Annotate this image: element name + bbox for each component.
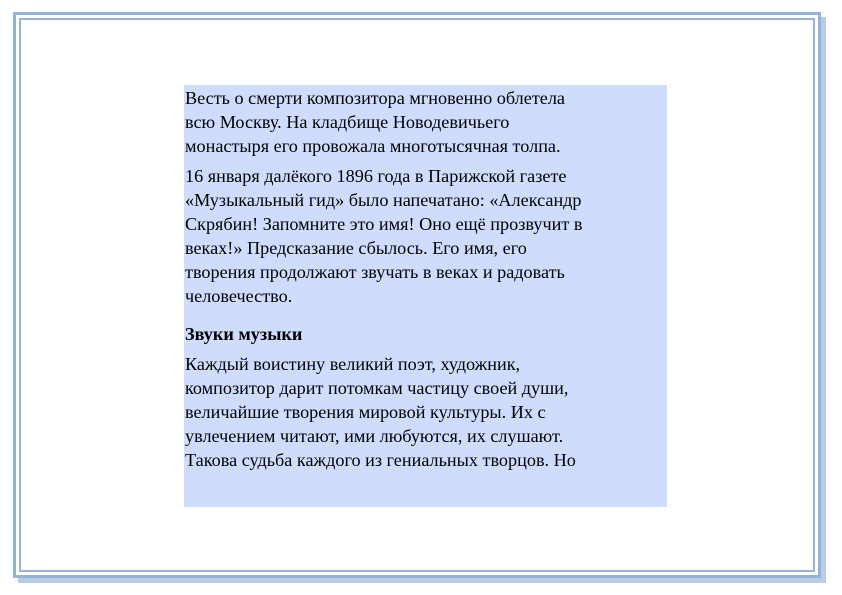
paragraph-prophecy: 16 января далёкого 1896 года в Парижской газете «Музыкальный гид» было напечатано: «Александр Скрябин! Запомните это имя! Оно ещё прозвучит в веках!» Предсказание сбылось. Его имя, его творения продолжают звучать в веках и радовать человечество. xyxy=(185,166,583,306)
highlighted-text-block xyxy=(184,85,667,507)
paragraph-death-news: Весть о смерти композитора мгновенно облетела всю Москву. На кладбище Новодевичьего монастыря его провожала многотысячная толпа. xyxy=(185,88,565,156)
paragraph-spacer xyxy=(185,308,667,322)
frame-shadow-right xyxy=(821,17,826,583)
section-heading: Звуки музыки xyxy=(185,324,303,344)
frame-shadow-bottom xyxy=(18,578,826,583)
paragraph-great-creators: Каждый воистину великий поэт, художник, композитор дарит потомкам частицу своей души, величайшие творения мировой культуры. Их с увлечением читают, ими любуются, их слушают. Такова судьба каждого из гениальных творцов. Но xyxy=(185,354,576,470)
